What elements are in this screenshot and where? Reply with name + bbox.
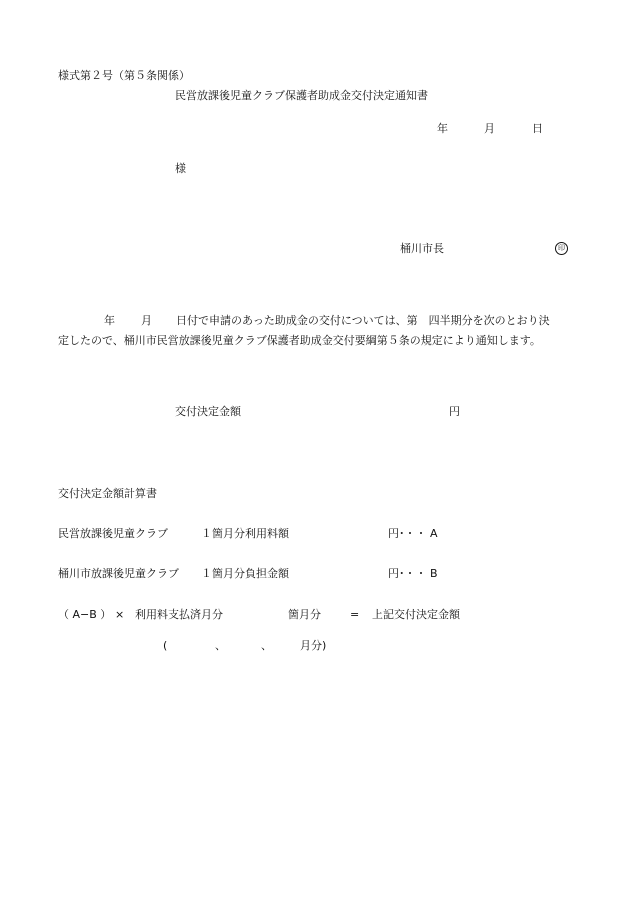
- decision-amount-unit: 円: [449, 405, 460, 418]
- row-a-suffix: 円･・・ A: [388, 527, 438, 540]
- formula-equals-sign: =: [350, 608, 360, 621]
- formula-result-label: 上記交付決定金額: [372, 608, 460, 621]
- row-a-item: １箇月分利用料額: [201, 527, 289, 540]
- row-b-label: 桶川市放課後児童クラブ: [58, 567, 179, 580]
- formula-times-sign: ×: [115, 608, 125, 621]
- body-text-line-1: 日付で申請のあった助成金の交付については、第 四半期分を次のとおり決: [176, 314, 550, 327]
- months-detail-separator-2: 、: [261, 639, 272, 652]
- months-detail-open-paren: (: [163, 639, 168, 652]
- decision-amount-label: 交付決定金額: [175, 405, 241, 418]
- row-b-item: １箇月分負担金額: [201, 567, 289, 580]
- form-number: 様式第２号（第５条関係）: [58, 69, 190, 82]
- body-month-label: 月: [141, 314, 152, 327]
- body-text-line-2: 定したので、桶川市民営放課後児童クラブ保護者助成金交付要綱第５条の規定により通知します。: [58, 334, 541, 347]
- date-month-label: 月: [484, 122, 495, 135]
- seal-mark-icon: 印: [555, 242, 568, 255]
- formula-paid-months-label: 利用料支払済月分: [135, 608, 223, 621]
- formula-months-count-label: 箇月分: [288, 608, 321, 621]
- row-a-label: 民営放課後児童クラブ: [58, 527, 168, 540]
- issuer-name: 桶川市長: [400, 242, 444, 255]
- months-detail-close: 月分): [300, 639, 327, 652]
- months-detail-separator-1: 、: [215, 639, 226, 652]
- formula-a-minus-b: （ A−B ）: [58, 608, 112, 621]
- document-title: 民営放課後児童クラブ保護者助成金交付決定通知書: [175, 89, 428, 102]
- body-year-label: 年: [104, 314, 115, 327]
- date-day-label: 日: [532, 122, 543, 135]
- date-year-label: 年: [437, 122, 448, 135]
- calculation-heading: 交付決定金額計算書: [58, 487, 157, 500]
- recipient-suffix: 様: [175, 162, 186, 175]
- row-b-suffix: 円･・・ B: [388, 567, 438, 580]
